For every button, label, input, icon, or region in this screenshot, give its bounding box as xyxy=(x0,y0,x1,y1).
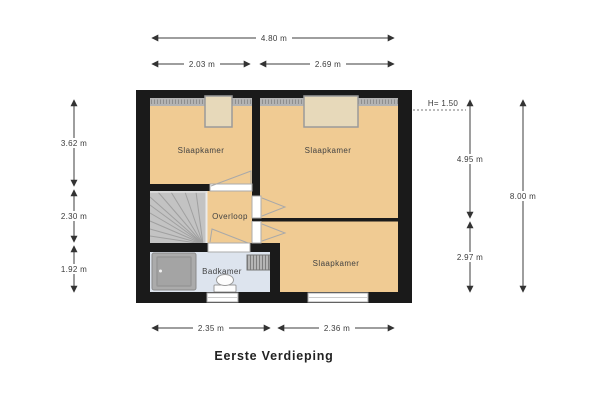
height-marker xyxy=(413,99,466,110)
stairs-icon xyxy=(150,191,207,245)
dim-top-total: 4.80 m xyxy=(260,34,288,43)
room-label-slaapkamer-top-left: Slaapkamer xyxy=(177,146,225,155)
height-marker-label: H= 1.50 xyxy=(427,99,459,108)
room-label-badkamer: Badkamer xyxy=(202,267,242,276)
dim-right-top: 4.95 m xyxy=(456,155,484,164)
room-label-slaapkamer-top-right: Slaapkamer xyxy=(304,146,352,155)
window-icon-slaapkamer-bottom xyxy=(308,293,368,302)
dormer-window-icon-right xyxy=(304,96,358,127)
window-icon-badkamer xyxy=(207,293,238,302)
dim-left-middle: 2.30 m xyxy=(60,212,88,221)
dormer-window-icon-left xyxy=(205,96,232,127)
dim-right-bottom: 2.97 m xyxy=(456,253,484,262)
dim-top-right: 2.69 m xyxy=(314,60,342,69)
dim-bottom-left: 2.35 m xyxy=(197,324,225,333)
dim-right-total: 8.00 m xyxy=(509,192,537,201)
dim-bottom-right: 2.36 m xyxy=(323,324,351,333)
page-title: Eerste Verdieping xyxy=(214,349,334,363)
shower-icon xyxy=(152,253,196,290)
knee-wall-strip-left xyxy=(150,98,252,106)
room-label-overloop: Overloop xyxy=(212,212,248,221)
dim-top-left: 2.03 m xyxy=(188,60,216,69)
dim-left-bottom: 1.92 m xyxy=(60,265,88,274)
room-label-slaapkamer-bottom: Slaapkamer xyxy=(312,259,360,268)
dim-left-top: 3.62 m xyxy=(60,139,88,148)
radiator-icon xyxy=(247,255,270,270)
